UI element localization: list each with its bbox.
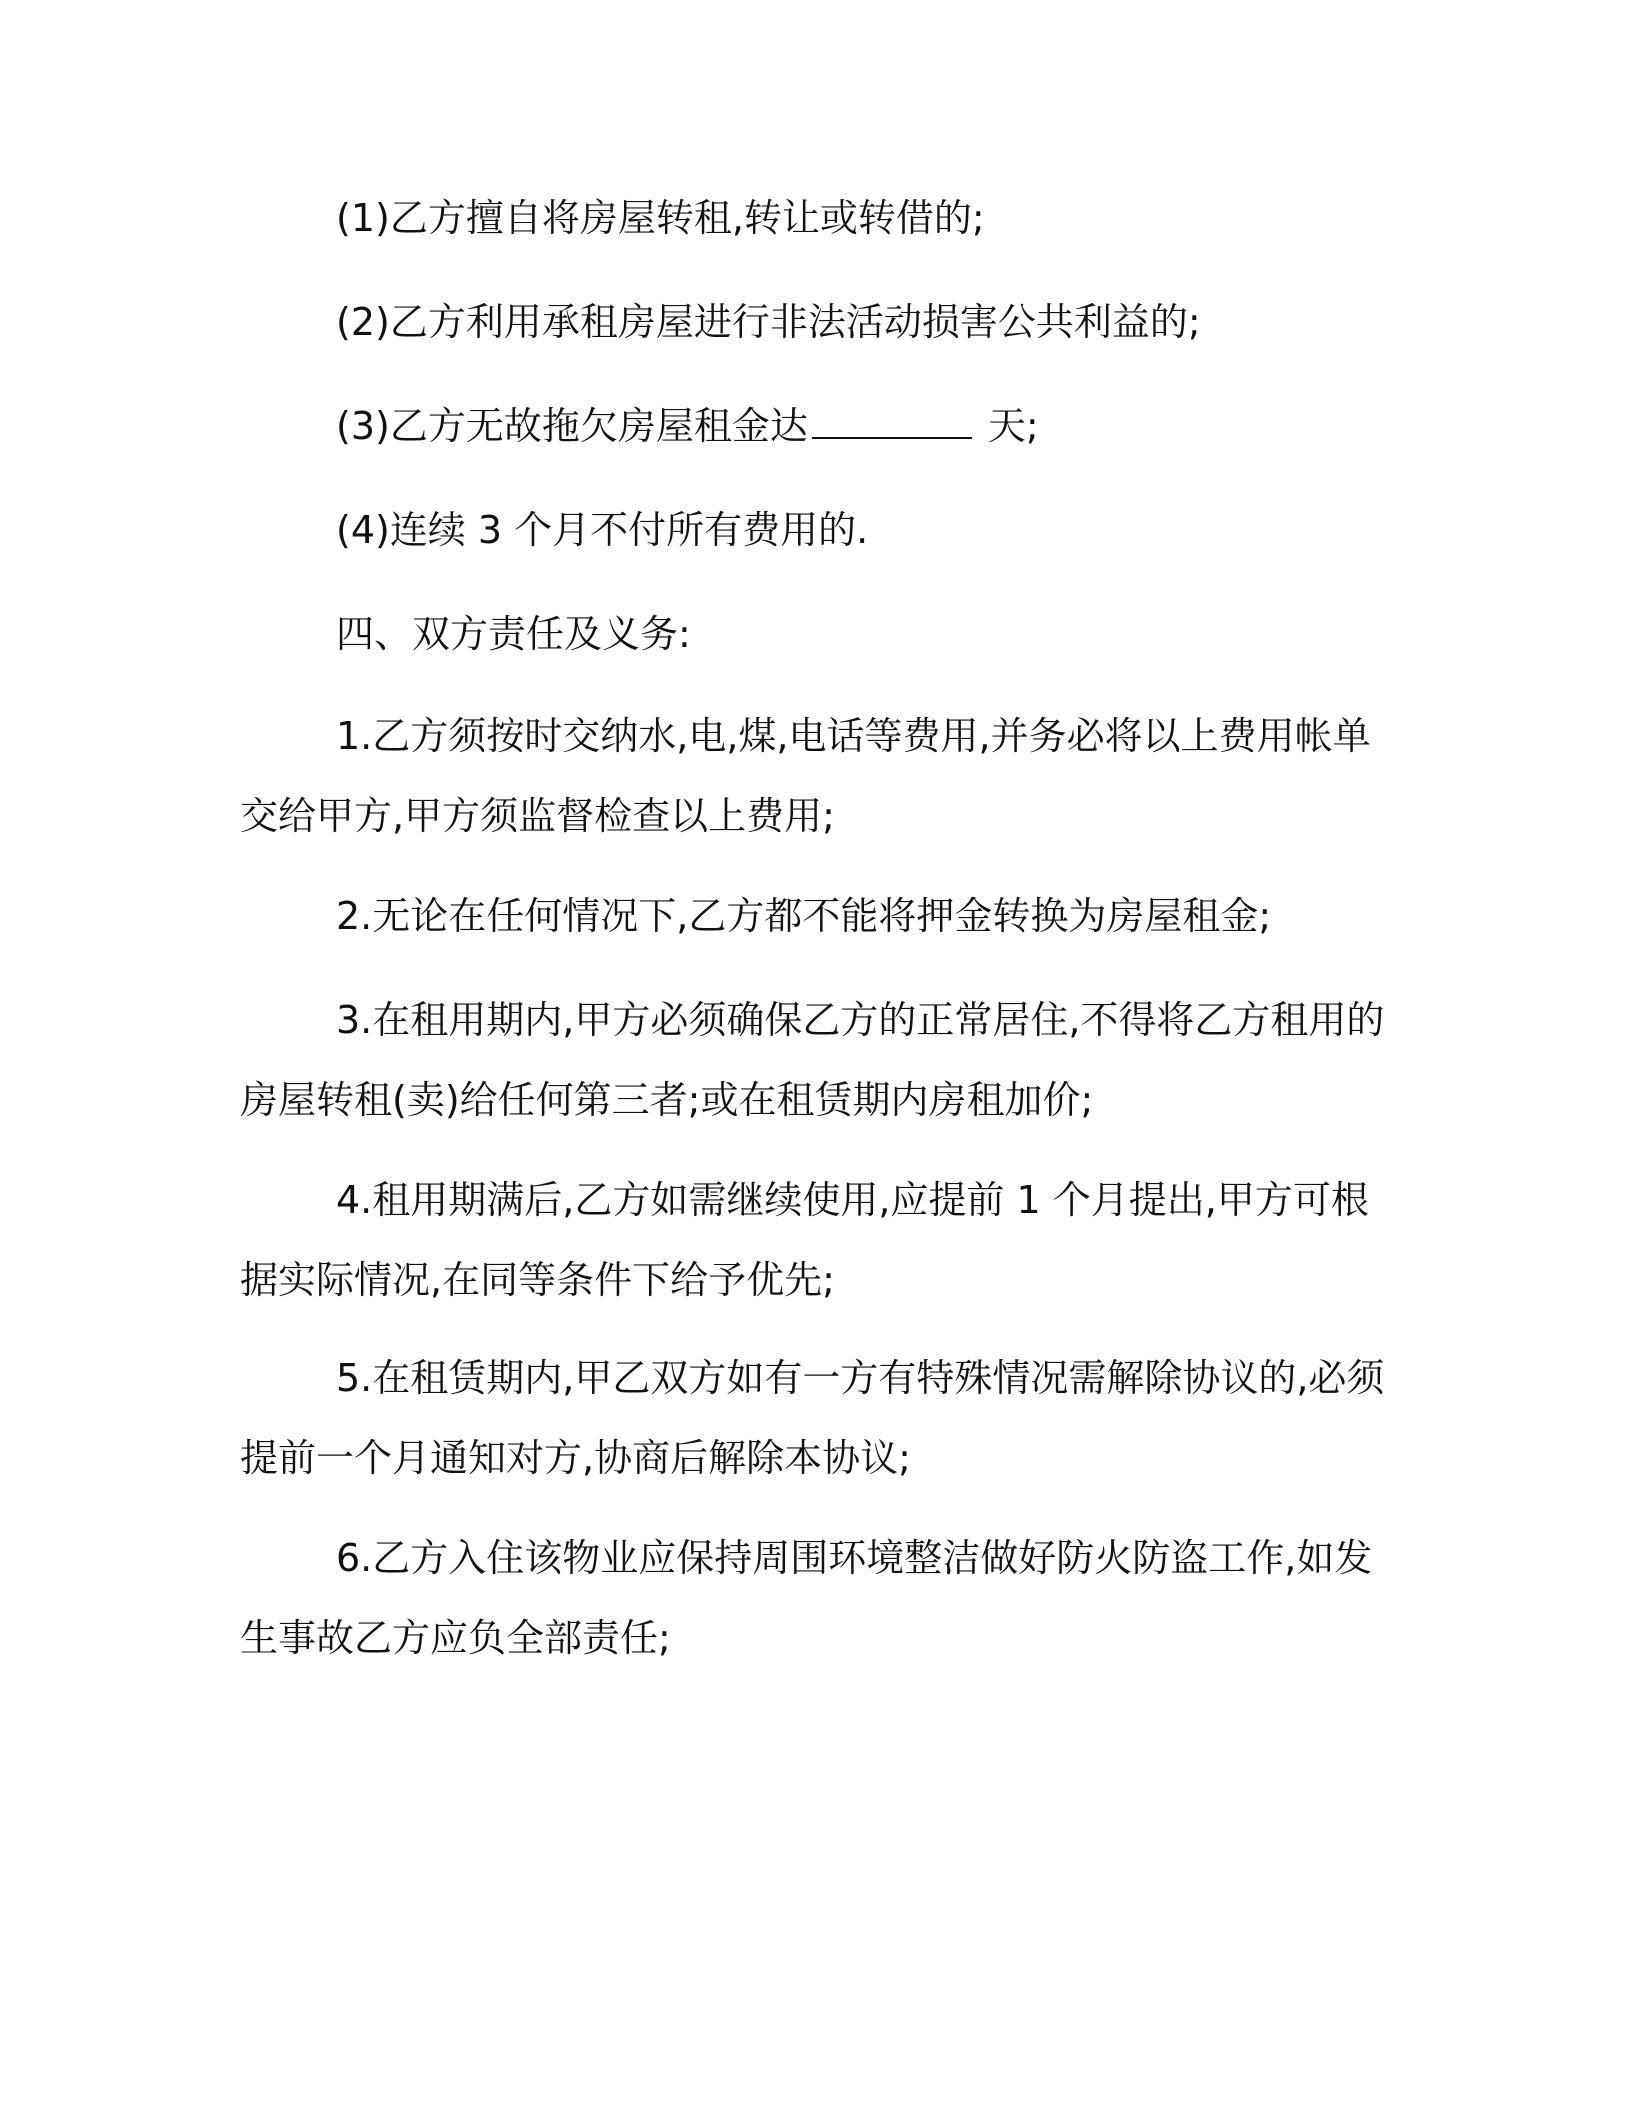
clause-item-3-text-before: (3)乙方无故拖欠房屋租金达 — [336, 404, 808, 448]
fill-in-blank-days — [812, 407, 972, 439]
duty-item-1: 1.乙方须按时交纳水,电,煤,电话等费用,并务必将以上费用帐单交给甲方,甲方须监督检查以上费用; — [240, 714, 1371, 838]
clause-item-3 — [240, 386, 1390, 466]
duty-item-4: 4.租用期满后,乙方如需继续使用,应提前 1 个月提出,甲方可根据实际情况,在同等条件下给予优先; — [240, 1178, 1369, 1302]
duty-item-2: 2.无论在任何情况下,乙方都不能将押金转换为房屋租金; — [336, 894, 1272, 938]
clause-item-4: (4)连续 3 个月不付所有费用的. — [336, 508, 869, 552]
clause-item-1: (1)乙方擅自将房屋转租,转让或转借的; — [336, 196, 985, 240]
duty-item-5: 5.在租赁期内,甲乙双方如有一方有特殊情况需解除协议的,必须提前一个月通知对方,协商后解除本协议; — [240, 1356, 1385, 1480]
duty-item-6: 6.乙方入住该物业应保持周围环境整洁做好防火防盗工作,如发生事故乙方应负全部责任; — [240, 1536, 1373, 1660]
clause-item-3-text-after: 天; — [975, 404, 1039, 448]
clause-item-2: (2)乙方利用承租房屋进行非法活动损害公共利益的; — [336, 300, 1201, 344]
duty-item-3: 3.在租用期内,甲方必须确保乙方的正常居住,不得将乙方租用的房屋转租(卖)给任何第三者;或在租赁期内房租加价; — [240, 998, 1385, 1122]
section-heading-responsibilities: 四、双方责任及义务: — [336, 612, 691, 656]
